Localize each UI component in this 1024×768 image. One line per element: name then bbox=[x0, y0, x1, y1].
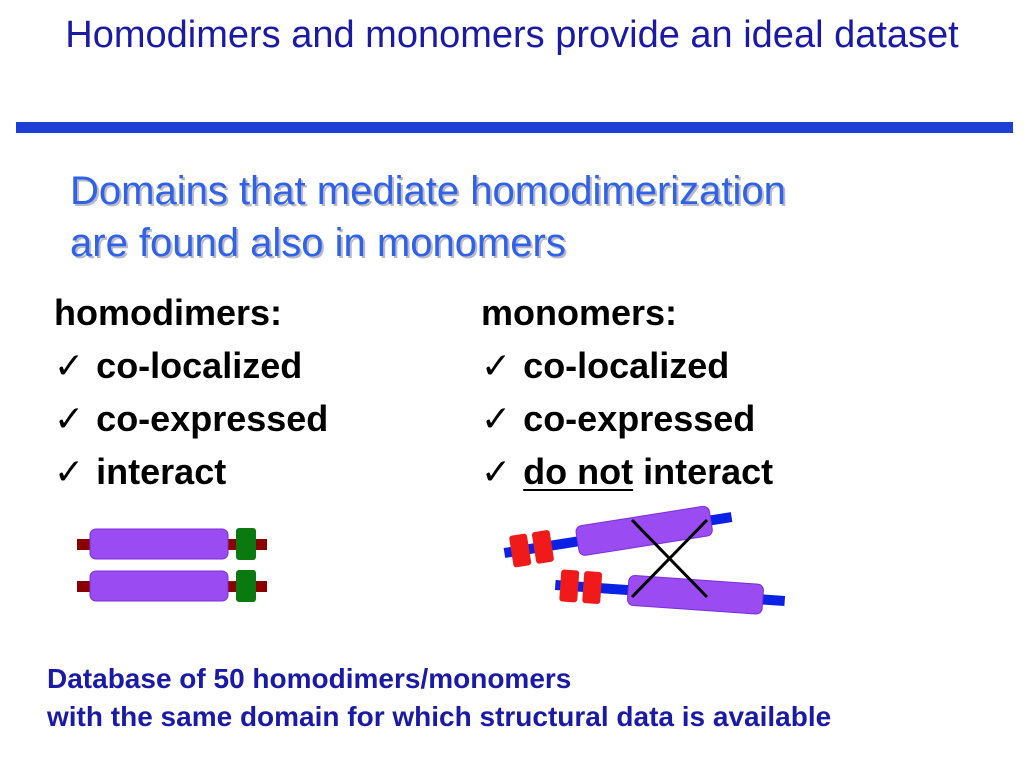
checkmark-icon: ✓ bbox=[54, 451, 85, 492]
interface-green bbox=[236, 570, 256, 602]
interface-red bbox=[582, 571, 602, 604]
homodimers-item: ✓ co-expressed bbox=[54, 398, 329, 439]
database-note bbox=[47, 660, 831, 736]
domain-box bbox=[90, 529, 228, 559]
homodimers-item: ✓ interact bbox=[54, 451, 227, 492]
interface-red bbox=[509, 533, 532, 567]
homodimers-heading: homodimers: bbox=[54, 292, 283, 333]
domain-box bbox=[90, 571, 228, 601]
homodimer-pair-illustration bbox=[77, 528, 267, 602]
monomer-pair-illustration bbox=[502, 501, 786, 617]
checkmark-icon: ✓ bbox=[54, 345, 85, 386]
monomers-heading: monomers: bbox=[481, 292, 678, 333]
monomers-item: ✓ co-localized bbox=[481, 345, 730, 386]
subtitle-line-2: are found also in monomers bbox=[70, 221, 566, 265]
homodimers-item: ✓ co-localized bbox=[54, 345, 303, 386]
subtitle-line-1: Domains that mediate homodimerization bbox=[70, 169, 786, 213]
monomers-item: ✓ do not interact bbox=[481, 451, 774, 492]
slide-title: Homodimers and monomers provide an ideal dataset bbox=[65, 14, 959, 56]
database-note-line-2: with the same domain for which structural data is available bbox=[47, 701, 832, 732]
checkmark-icon: ✓ bbox=[481, 451, 512, 492]
interface-red bbox=[532, 530, 555, 564]
interface-green bbox=[236, 528, 256, 560]
checkmark-icon: ✓ bbox=[481, 398, 512, 439]
checkmark-icon: ✓ bbox=[481, 345, 512, 386]
do-not-emphasis: do not bbox=[523, 451, 634, 492]
monomers-item: ✓ co-expressed bbox=[481, 398, 756, 439]
database-note-line-1: Database of 50 homodimers/monomers bbox=[47, 663, 572, 694]
checkmark-icon: ✓ bbox=[54, 398, 85, 439]
interface-red bbox=[559, 569, 579, 602]
